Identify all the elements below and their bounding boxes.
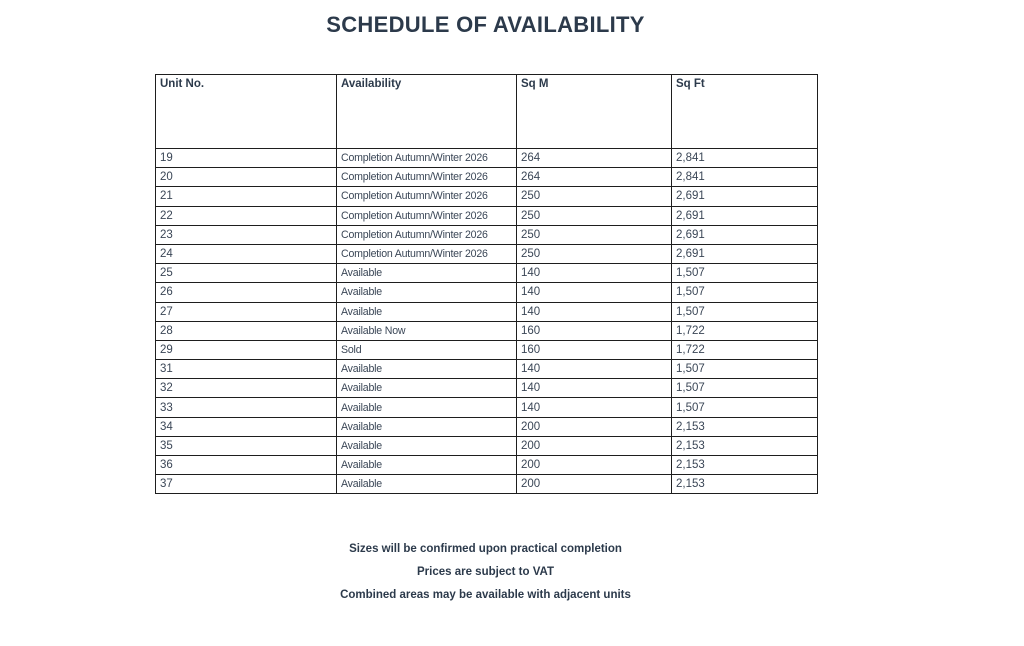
sq-ft-cell: 2,691: [672, 206, 818, 225]
unit-no-cell: 29: [156, 340, 337, 359]
unit-no-cell: 32: [156, 379, 337, 398]
sq-ft-cell: 2,691: [672, 244, 818, 263]
unit-no-cell: 26: [156, 283, 337, 302]
availability-cell: Sold: [337, 340, 517, 359]
availability-cell: Available: [337, 456, 517, 475]
sq-ft-cell: 1,507: [672, 264, 818, 283]
unit-no-cell: 28: [156, 321, 337, 340]
availability-table: [155, 74, 818, 494]
sq-ft-cell: 2,153: [672, 475, 818, 494]
sq-ft-cell: 2,153: [672, 436, 818, 455]
sq-ft-cell: 1,507: [672, 379, 818, 398]
header-availability: Availability: [337, 75, 517, 149]
note-vat: Prices are subject to VAT: [417, 566, 554, 578]
availability-cell: Available: [337, 264, 517, 283]
sq-m-cell: 140: [517, 360, 672, 379]
unit-no-cell: 35: [156, 436, 337, 455]
sq-m-cell: 250: [517, 225, 672, 244]
sq-ft-cell: 2,841: [672, 168, 818, 187]
sq-m-cell: 160: [517, 340, 672, 359]
table-body: [156, 149, 818, 494]
unit-no-cell: 31: [156, 360, 337, 379]
unit-no-cell: 27: [156, 302, 337, 321]
availability-cell: Available: [337, 475, 517, 494]
sq-ft-cell: 1,507: [672, 398, 818, 417]
sq-ft-cell: 2,841: [672, 149, 818, 168]
unit-no-cell: 20: [156, 168, 337, 187]
availability-cell: Available: [337, 283, 517, 302]
table-row: [156, 456, 818, 475]
table-row: [156, 360, 818, 379]
sq-ft-cell: 1,507: [672, 302, 818, 321]
sq-ft-cell: 1,507: [672, 360, 818, 379]
sq-m-cell: 140: [517, 379, 672, 398]
availability-cell: Available: [337, 417, 517, 436]
availability-cell: Completion Autumn/Winter 2026: [337, 244, 517, 263]
note-combined-areas: Combined areas may be available with adjacent units: [340, 589, 631, 601]
sq-m-cell: 200: [517, 456, 672, 475]
table-row: [156, 149, 818, 168]
header-unit-no: Unit No.: [156, 75, 337, 149]
table-header-row: [156, 75, 818, 149]
sq-m-cell: 140: [517, 302, 672, 321]
sq-ft-cell: 1,722: [672, 340, 818, 359]
table-row: [156, 244, 818, 263]
note-sizes: Sizes will be confirmed upon practical completion: [349, 543, 622, 555]
header-sq-ft: Sq Ft: [672, 75, 818, 149]
sq-m-cell: 264: [517, 168, 672, 187]
sq-m-cell: 200: [517, 436, 672, 455]
page-title: SCHEDULE OF AVAILABILITY: [326, 12, 645, 37]
sq-m-cell: 250: [517, 244, 672, 263]
availability-cell: Completion Autumn/Winter 2026: [337, 187, 517, 206]
availability-cell: Completion Autumn/Winter 2026: [337, 168, 517, 187]
unit-no-cell: 34: [156, 417, 337, 436]
sq-m-cell: 264: [517, 149, 672, 168]
sq-ft-cell: 2,691: [672, 225, 818, 244]
availability-cell: Completion Autumn/Winter 2026: [337, 225, 517, 244]
availability-cell: Available: [337, 360, 517, 379]
footnotes: [0, 541, 971, 610]
header-sq-m: Sq M: [517, 75, 672, 149]
availability-cell: Available: [337, 398, 517, 417]
sq-m-cell: 140: [517, 398, 672, 417]
table-row: [156, 321, 818, 340]
table-row: [156, 436, 818, 455]
table-row: [156, 206, 818, 225]
unit-no-cell: 36: [156, 456, 337, 475]
unit-no-cell: 25: [156, 264, 337, 283]
sq-ft-cell: 2,153: [672, 456, 818, 475]
unit-no-cell: 22: [156, 206, 337, 225]
sq-ft-cell: 1,722: [672, 321, 818, 340]
unit-no-cell: 24: [156, 244, 337, 263]
table-row: [156, 475, 818, 494]
availability-cell: Completion Autumn/Winter 2026: [337, 206, 517, 225]
table-row: [156, 302, 818, 321]
availability-cell: Available Now: [337, 321, 517, 340]
availability-cell: Available: [337, 436, 517, 455]
unit-no-cell: 37: [156, 475, 337, 494]
availability-cell: Available: [337, 379, 517, 398]
table-row: [156, 283, 818, 302]
unit-no-cell: 21: [156, 187, 337, 206]
sq-m-cell: 160: [517, 321, 672, 340]
sq-m-cell: 140: [517, 283, 672, 302]
sq-ft-cell: 2,153: [672, 417, 818, 436]
unit-no-cell: 33: [156, 398, 337, 417]
availability-cell: Available: [337, 302, 517, 321]
table-row: [156, 187, 818, 206]
table-row: [156, 168, 818, 187]
table-row: [156, 417, 818, 436]
unit-no-cell: 23: [156, 225, 337, 244]
sq-m-cell: 200: [517, 475, 672, 494]
table-row: [156, 398, 818, 417]
availability-cell: Completion Autumn/Winter 2026: [337, 149, 517, 168]
sq-m-cell: 140: [517, 264, 672, 283]
sq-ft-cell: 2,691: [672, 187, 818, 206]
sq-m-cell: 200: [517, 417, 672, 436]
table-row: [156, 264, 818, 283]
table-row: [156, 379, 818, 398]
table-row: [156, 340, 818, 359]
sq-ft-cell: 1,507: [672, 283, 818, 302]
table-row: [156, 225, 818, 244]
sq-m-cell: 250: [517, 187, 672, 206]
unit-no-cell: 19: [156, 149, 337, 168]
sq-m-cell: 250: [517, 206, 672, 225]
